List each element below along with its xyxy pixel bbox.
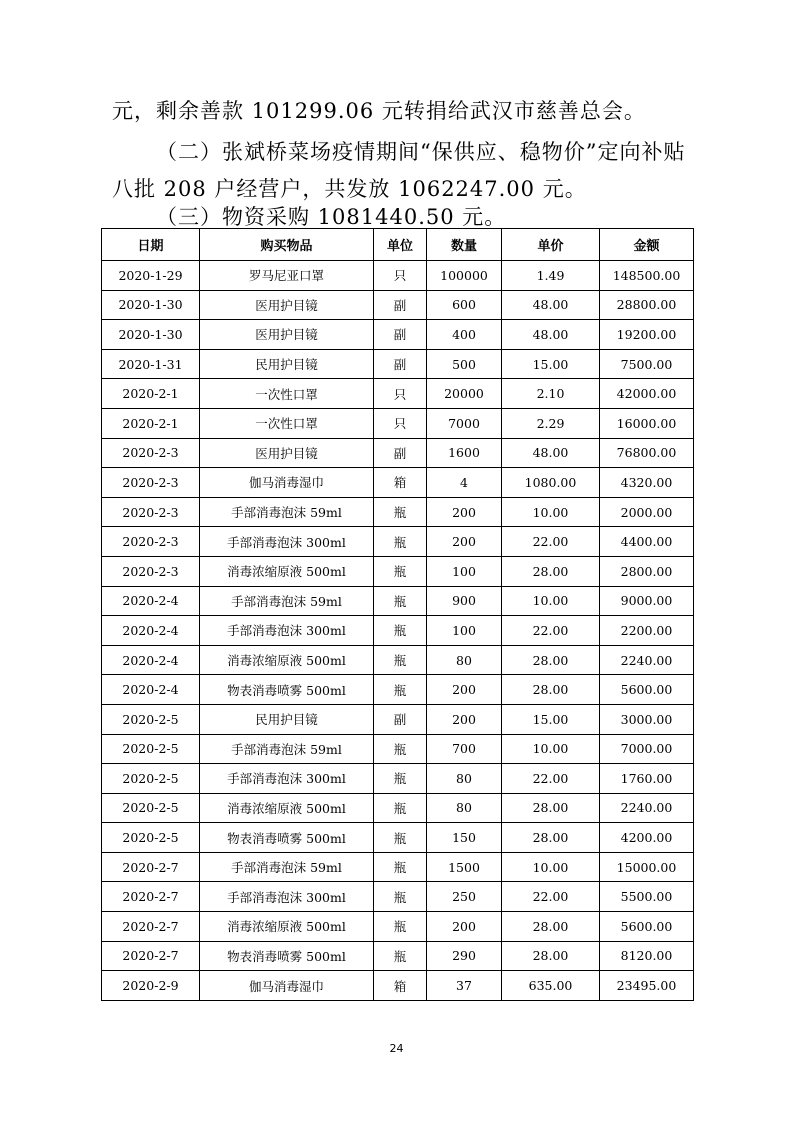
cell-date: 2020-2-7 [102,852,200,882]
cell-unit-price: 10.00 [502,497,600,527]
cell-amount: 7500.00 [600,349,694,379]
cell-quantity: 80 [427,764,502,794]
cell-unit: 副 [374,438,427,468]
paragraph-remaining-donation: 元，剩余善款 101299.06 元转捐给武汉市慈善总会。 [112,99,646,123]
cell-date: 2020-2-5 [102,764,200,794]
cell-date: 2020-2-5 [102,734,200,764]
table-row [102,852,694,882]
table-row [102,823,694,853]
cell-unit-price: 1080.00 [502,468,600,498]
cell-date: 2020-2-3 [102,527,200,557]
cell-item: 伽马消毒湿巾 [200,468,374,498]
table-row [102,527,694,557]
cell-amount: 19200.00 [600,320,694,350]
table-row [102,320,694,350]
cell-amount: 2240.00 [600,793,694,823]
table-row [102,379,694,409]
cell-quantity: 37 [427,971,502,1001]
cell-unit-price: 48.00 [502,320,600,350]
cell-item: 消毒浓缩原液 500ml [200,645,374,675]
cell-amount: 42000.00 [600,379,694,409]
paragraph-subsidy-heading: （二）张斌桥菜场疫情期间“保供应、稳物价”定向补贴 [156,140,686,164]
cell-unit-price: 635.00 [502,971,600,1001]
cell-item: 消毒浓缩原液 500ml [200,556,374,586]
cell-unit: 瓶 [374,912,427,942]
header-amount: 金额 [600,229,694,261]
cell-quantity: 900 [427,586,502,616]
cell-item: 手部消毒泡沫 59ml [200,852,374,882]
cell-unit: 副 [374,349,427,379]
cell-item: 手部消毒泡沫 59ml [200,497,374,527]
cell-unit: 副 [374,320,427,350]
cell-quantity: 290 [427,941,502,971]
table-row [102,468,694,498]
cell-quantity: 400 [427,320,502,350]
cell-unit-price: 28.00 [502,912,600,942]
cell-unit: 瓶 [374,616,427,646]
cell-item: 手部消毒泡沫 300ml [200,616,374,646]
cell-unit: 箱 [374,971,427,1001]
cell-item: 手部消毒泡沫 300ml [200,882,374,912]
table-row [102,556,694,586]
cell-unit-price: 28.00 [502,793,600,823]
cell-quantity: 7000 [427,408,502,438]
cell-date: 2020-2-3 [102,497,200,527]
cell-item: 一次性口罩 [200,379,374,409]
cell-unit-price: 22.00 [502,764,600,794]
cell-item: 医用护目镜 [200,438,374,468]
cell-quantity: 80 [427,793,502,823]
cell-amount: 76800.00 [600,438,694,468]
cell-amount: 5500.00 [600,882,694,912]
cell-item: 物表消毒喷雾 500ml [200,941,374,971]
cell-date: 2020-2-7 [102,912,200,942]
cell-quantity: 80 [427,645,502,675]
cell-date: 2020-2-5 [102,823,200,853]
cell-unit-price: 10.00 [502,734,600,764]
cell-amount: 16000.00 [600,408,694,438]
cell-unit-price: 22.00 [502,882,600,912]
cell-amount: 2200.00 [600,616,694,646]
cell-quantity: 100000 [427,261,502,291]
cell-amount: 7000.00 [600,734,694,764]
cell-unit: 瓶 [374,941,427,971]
cell-item: 民用护目镜 [200,704,374,734]
cell-unit: 瓶 [374,823,427,853]
cell-quantity: 200 [427,527,502,557]
cell-unit-price: 2.10 [502,379,600,409]
cell-quantity: 150 [427,823,502,853]
cell-unit: 瓶 [374,497,427,527]
table-row [102,882,694,912]
cell-date: 2020-2-7 [102,882,200,912]
cell-amount: 5600.00 [600,912,694,942]
cell-unit: 瓶 [374,675,427,705]
table-row [102,497,694,527]
cell-unit-price: 2.29 [502,408,600,438]
cell-date: 2020-2-7 [102,941,200,971]
table-row [102,675,694,705]
cell-unit: 瓶 [374,586,427,616]
cell-unit-price: 22.00 [502,616,600,646]
cell-unit-price: 15.00 [502,349,600,379]
cell-quantity: 500 [427,349,502,379]
cell-quantity: 100 [427,616,502,646]
table-row [102,586,694,616]
table-row [102,793,694,823]
cell-quantity: 4 [427,468,502,498]
cell-quantity: 20000 [427,379,502,409]
cell-amount: 15000.00 [600,852,694,882]
table-row [102,734,694,764]
cell-unit: 只 [374,408,427,438]
cell-unit-price: 1.49 [502,261,600,291]
table-row [102,704,694,734]
cell-quantity: 1600 [427,438,502,468]
purchase-table [101,228,694,1001]
cell-unit: 只 [374,379,427,409]
cell-amount: 3000.00 [600,704,694,734]
header-date: 日期 [102,229,200,261]
table-row [102,261,694,291]
cell-date: 2020-2-5 [102,704,200,734]
paragraph-subsidy-detail: 八批 208 户经营户，共发放 1062247.00 元。 [112,177,587,201]
cell-item: 医用护目镜 [200,290,374,320]
cell-amount: 9000.00 [600,586,694,616]
table-body [102,261,694,1001]
cell-unit-price: 10.00 [502,852,600,882]
cell-date: 2020-2-3 [102,556,200,586]
header-item: 购买物品 [200,229,374,261]
cell-unit-price: 28.00 [502,675,600,705]
cell-quantity: 700 [427,734,502,764]
cell-item: 手部消毒泡沫 300ml [200,527,374,557]
cell-unit: 副 [374,704,427,734]
cell-amount: 23495.00 [600,971,694,1001]
table-row [102,616,694,646]
cell-amount: 28800.00 [600,290,694,320]
cell-item: 手部消毒泡沫 59ml [200,586,374,616]
cell-item: 消毒浓缩原液 500ml [200,793,374,823]
cell-date: 2020-2-5 [102,793,200,823]
cell-quantity: 250 [427,882,502,912]
cell-item: 罗马尼亚口罩 [200,261,374,291]
cell-unit-price: 28.00 [502,645,600,675]
header-quantity: 数量 [427,229,502,261]
page-number: 24 [389,1042,404,1055]
cell-amount: 5600.00 [600,675,694,705]
cell-unit: 副 [374,290,427,320]
cell-unit: 瓶 [374,764,427,794]
cell-unit: 只 [374,261,427,291]
cell-unit-price: 22.00 [502,527,600,557]
table-row [102,438,694,468]
cell-unit: 瓶 [374,882,427,912]
cell-item: 民用护目镜 [200,349,374,379]
cell-amount: 1760.00 [600,764,694,794]
cell-unit: 瓶 [374,852,427,882]
cell-unit-price: 48.00 [502,438,600,468]
cell-unit: 瓶 [374,734,427,764]
cell-quantity: 100 [427,556,502,586]
header-unit: 单位 [374,229,427,261]
cell-date: 2020-1-31 [102,349,200,379]
table-row [102,971,694,1001]
cell-amount: 4320.00 [600,468,694,498]
table-row [102,764,694,794]
cell-date: 2020-1-29 [102,261,200,291]
cell-unit: 瓶 [374,556,427,586]
cell-item: 物表消毒喷雾 500ml [200,823,374,853]
table-row [102,290,694,320]
cell-unit-price: 10.00 [502,586,600,616]
cell-amount: 148500.00 [600,261,694,291]
cell-quantity: 200 [427,675,502,705]
table-row [102,408,694,438]
cell-unit-price: 28.00 [502,556,600,586]
cell-quantity: 200 [427,912,502,942]
cell-unit: 箱 [374,468,427,498]
cell-item: 消毒浓缩原液 500ml [200,912,374,942]
cell-item: 手部消毒泡沫 300ml [200,764,374,794]
cell-date: 2020-2-3 [102,438,200,468]
cell-amount: 4400.00 [600,527,694,557]
table-row [102,349,694,379]
table-row [102,645,694,675]
cell-amount: 4200.00 [600,823,694,853]
table-row [102,912,694,942]
cell-item: 手部消毒泡沫 59ml [200,734,374,764]
cell-item: 物表消毒喷雾 500ml [200,675,374,705]
cell-date: 2020-2-1 [102,379,200,409]
cell-quantity: 200 [427,497,502,527]
cell-date: 2020-2-4 [102,675,200,705]
cell-amount: 2000.00 [600,497,694,527]
cell-unit: 瓶 [374,645,427,675]
cell-date: 2020-2-4 [102,586,200,616]
cell-quantity: 1500 [427,852,502,882]
cell-amount: 2240.00 [600,645,694,675]
cell-unit-price: 15.00 [502,704,600,734]
cell-date: 2020-1-30 [102,320,200,350]
cell-unit-price: 28.00 [502,941,600,971]
cell-amount: 8120.00 [600,941,694,971]
paragraph-purchase-heading: （三）物资采购 1081440.50 元。 [156,205,507,229]
cell-unit: 瓶 [374,527,427,557]
cell-unit-price: 48.00 [502,290,600,320]
cell-date: 2020-2-3 [102,468,200,498]
cell-amount: 2800.00 [600,556,694,586]
cell-date: 2020-1-30 [102,290,200,320]
cell-unit: 瓶 [374,793,427,823]
header-unit-price: 单价 [502,229,600,261]
cell-quantity: 600 [427,290,502,320]
cell-unit-price: 28.00 [502,823,600,853]
cell-item: 伽马消毒湿巾 [200,971,374,1001]
cell-date: 2020-2-4 [102,645,200,675]
cell-date: 2020-2-4 [102,616,200,646]
cell-item: 医用护目镜 [200,320,374,350]
table-row [102,941,694,971]
cell-quantity: 200 [427,704,502,734]
table-header-row [102,229,694,261]
cell-item: 一次性口罩 [200,408,374,438]
cell-date: 2020-2-9 [102,971,200,1001]
cell-date: 2020-2-1 [102,408,200,438]
